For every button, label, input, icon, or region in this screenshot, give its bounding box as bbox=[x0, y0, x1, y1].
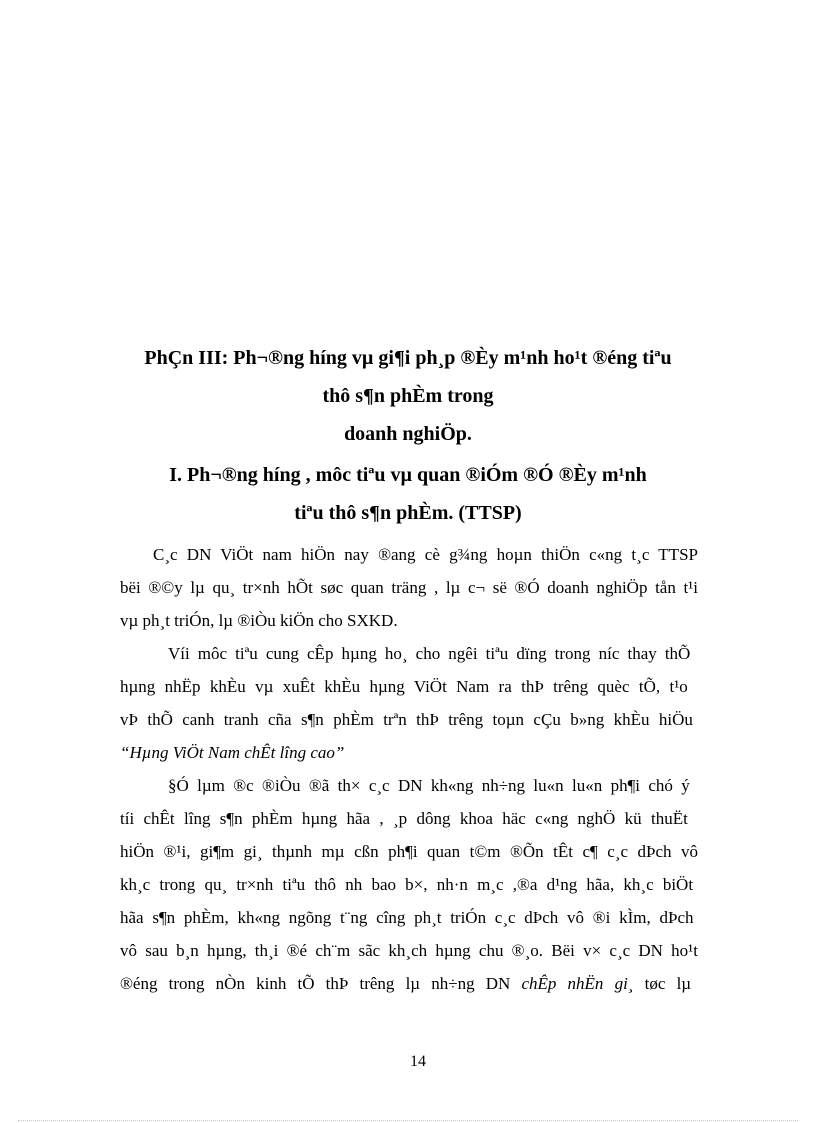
paragraph-2-slogan: “Hµng ViÖt Nam chÊt lîng cao” bbox=[120, 743, 345, 762]
paragraph-1-line-3: vµ ph¸t triÓn, lµ ®iÒu kiÖn cho SXKD. bbox=[120, 611, 398, 630]
paragraph-3-line-7-italic: chÊp nhËn gi¸ bbox=[521, 974, 634, 993]
paragraph-2-line-1: Víi môc tiªu cung cÊp hµng ho¸ cho ngêi tiªu dïng trong níc thay thÕ bbox=[168, 644, 691, 663]
page-bottom-rule bbox=[18, 1120, 798, 1121]
section-heading-line-1: I. Ph¬®ng híng , môc tiªu vµ quan ®iÓm ®Ó ®Èy m¹nh bbox=[169, 464, 647, 486]
heading-line-1: PhÇn III: Ph¬®ng híng vµ gi¶i ph¸p ®Èy m¹nh ho¹t ®éng tiªu bbox=[144, 347, 672, 369]
paragraph-3-line-3: hiÖn ®¹i, gi¶m gi¸ thµnh mµ cßn ph¶i quan t©m ®Õn tÊt c¶ c¸c dÞch vô bbox=[120, 842, 698, 861]
page-number: 14 bbox=[410, 1053, 426, 1070]
paragraph-3-line-7-text: ®éng trong nÒn kinh tÕ thÞ trêng lµ nh÷ng DN bbox=[120, 974, 522, 993]
paragraph-3-line-1: §Ó lµm ®c ®iÒu ®ã th× c¸c DN kh«ng nh÷ng lu«n lu«n ph¶i chó ý bbox=[168, 776, 690, 795]
paragraph-1-line-1: C¸c DN ViÖt nam hiÖn nay ®ang cè g¾ng hoµn thiÖn c«ng t¸c TTSP bbox=[153, 545, 698, 564]
paragraph-3-line-5: hãa s¶n phÈm, kh«ng ngõng t¨ng cîng ph¸t triÓn c¸c dÞch vô ®i kÌm, dÞch bbox=[120, 908, 694, 927]
heading-line-3: doanh nghiÖp. bbox=[344, 423, 472, 445]
paragraph-3-line-7 bbox=[120, 973, 691, 995]
paragraph-3-line-6: vô sau b¸n hµng, th¸i ®é ch¨m sãc kh¸ch hµng chu ®¸o. Bëi v× c¸c DN ho¹t bbox=[120, 941, 698, 960]
paragraph-2-line-2: hµng nhËp khÈu vµ xuÊt khÈu hµng ViÖt Nam ra thÞ trêng quèc tÕ, t¹o bbox=[120, 677, 688, 696]
paragraph-2-line-3: vÞ thÕ canh tranh cña s¶n phÈm trªn thÞ trêng toµn cÇu b»ng khÈu hiÖu bbox=[120, 710, 693, 729]
paragraph-1-line-2: bëi ®©y lµ qu¸ tr×nh hÕt søc quan träng , lµ c¬ së ®Ó doanh nghiÖp tån t¹i bbox=[120, 578, 698, 597]
section-heading-line-2: tiªu thô s¶n phÈm. (TTSP) bbox=[294, 502, 522, 524]
heading-line-2: thô s¶n phÈm trong bbox=[322, 385, 494, 407]
paragraph-3-line-4: kh¸c trong qu¸ tr×nh tiªu thô nh bao b×, nh·n m¸c ,®a d¹ng hãa, kh¸c biÖt bbox=[120, 875, 694, 894]
paragraph-3-line-2: tíi chÊt lîng s¶n phÈm hµng hãa , ¸p dông khoa häc c«ng nghÖ kü thuËt bbox=[120, 809, 688, 828]
paragraph-3-line-7-tail: tøc lµ bbox=[633, 974, 692, 993]
